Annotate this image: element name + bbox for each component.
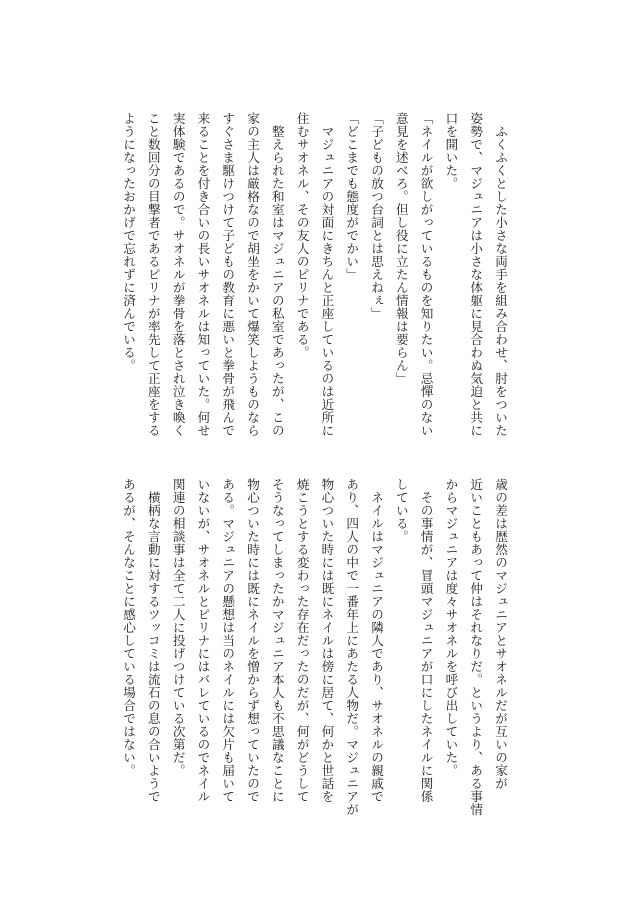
- text-line: ある。マジュニアの懸想は当のネイルには欠片も届いて: [220, 478, 236, 803]
- text-line: あるが、そんなことに感心している場合ではない。: [121, 478, 137, 777]
- lower-text-block: [115, 478, 512, 848]
- text-line: 近いこともあって仲はそれなりだ。というより、ある事情: [468, 478, 484, 816]
- text-line: からマジュニアは度々サオネルを呼び出していた。: [443, 478, 459, 777]
- text-line: 「ネイルが欲しがっているものを知りたい。忌憚のない: [418, 112, 434, 437]
- text-line: あり、四人の中で一番年上にあたる人物だ。マジュニアが: [344, 478, 360, 816]
- text-line: 家の主人は厳格なので胡坐をかいて爆笑しようものなら: [245, 112, 261, 437]
- text-line: 来ることを付き合いの長いサオネルは知っていた。何せ: [195, 112, 211, 437]
- text-line: 焼こうとする変わった存在だったのだが、何がどうして: [294, 478, 310, 803]
- text-line: こと数回分の目撃者であるピリナが率先して正座をする: [145, 112, 161, 437]
- text-line: 物心ついた時には既にネイルを憎からず想っていたので: [245, 478, 261, 803]
- text-line: そうなってしまったかマジュニア本人も不思議なことに: [269, 478, 285, 803]
- text-line: ふくふくとした小さな両手を組み合わせ、肘をついた: [493, 124, 508, 437]
- text-line: ようになったおかげで忘れずに済んでいる。: [121, 112, 137, 372]
- text-line: 歳の差は歴然のマジュニアとサオネルだが互いの家が: [493, 478, 508, 790]
- text-line: 「どこまでも態度がでかい」: [344, 112, 360, 281]
- text-line: いないが、サオネルとピリナにはバレているのでネイル: [195, 478, 211, 803]
- text-line: 物心ついた時には既にネイルは傍に居て、何かと世話を: [319, 478, 335, 803]
- text-line: すぐさま駆けつけて子どもの教育に悪いと拳骨が飛んで: [220, 112, 236, 437]
- text-line: 整えられた和室はマジュニアの私室であったが、この: [269, 124, 285, 437]
- text-line: 口を開いた。: [443, 112, 459, 190]
- text-line: 実体験であるので。サオネルが拳骨を落とされ泣き喚く: [170, 112, 186, 437]
- upper-text-block: [115, 112, 512, 472]
- text-line: 「子どもの放つ台詞とは思えねぇ」: [369, 112, 385, 320]
- text-line: ネイルはマジュニアの隣人であり、サオネルの親戚で: [369, 490, 385, 803]
- text-line: している。: [393, 478, 409, 543]
- text-line: 意見を述べろ。但し役に立たん情報は要らん」: [393, 112, 409, 385]
- text-line: 姿勢で、マジュニアは小さな体躯に見合わぬ気迫と共に: [468, 112, 484, 437]
- text-line: 住むサオネル、その友人のピリナである。: [294, 112, 310, 359]
- text-line: 関連の相談事は全て二人に投げつけている次第だ。: [170, 478, 186, 777]
- text-line: 横柄な言動に対するツッコミは流石の息の合いようで: [145, 490, 161, 803]
- text-line: マジュニアの対面にきちんと正座しているのは近所に: [319, 124, 335, 437]
- text-line: その事情が、冒頭マジュニアが口にしたネイルに関係: [418, 490, 434, 803]
